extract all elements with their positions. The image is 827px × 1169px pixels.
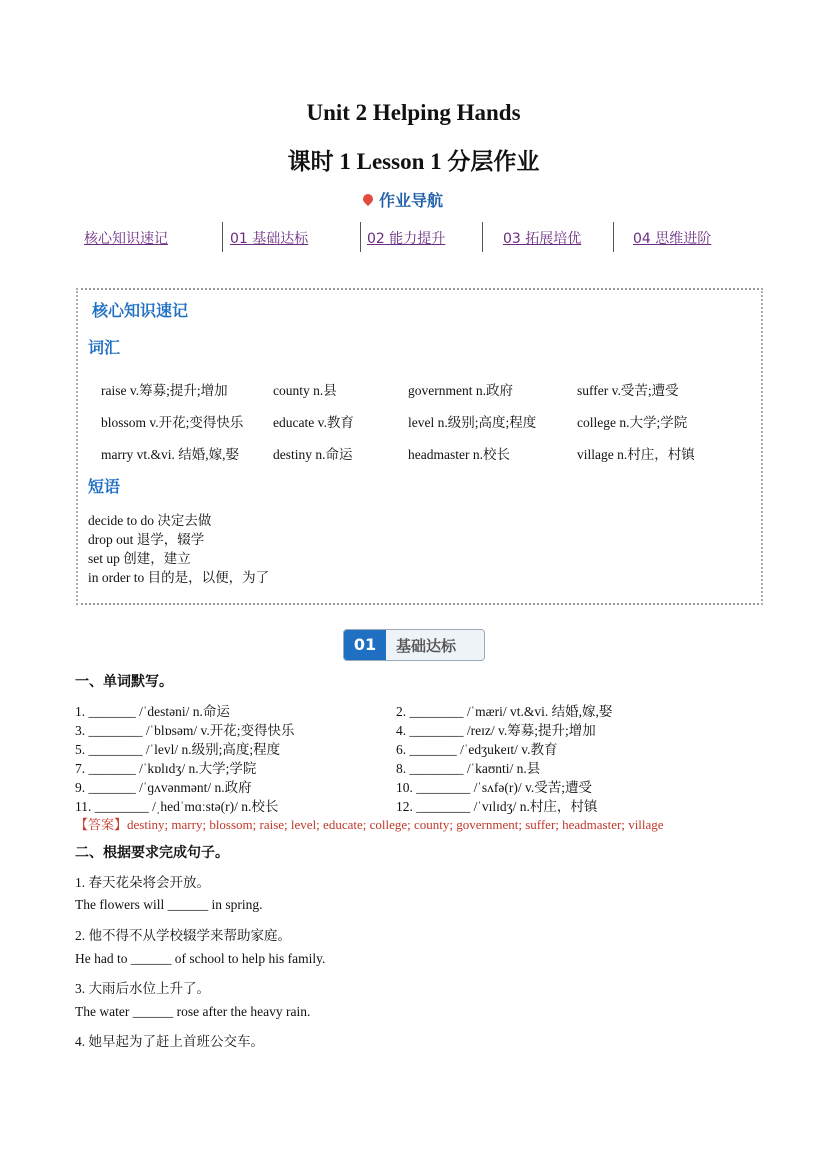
- sentence-line: 1. 春天花朵将会开放。: [75, 875, 210, 890]
- vocab-item: county n.县: [273, 383, 337, 398]
- nav-item-03[interactable]: 03 拓展培优: [503, 231, 582, 247]
- dictation-item: 6. _______ /ˈedʒukeɪt/ v.教育: [396, 742, 558, 757]
- dictation-item: 1. _______ /ˈdestəni/ n.命运: [75, 704, 230, 719]
- nav-divider: [222, 222, 223, 252]
- vocab-item: raise v.筹募;提升;增加: [101, 383, 228, 398]
- page-title: Unit 2 Helping Hands: [306, 100, 521, 125]
- sentence-line: He had to ______ of school to help his family.: [75, 951, 326, 966]
- vocab-title: 词汇: [88, 338, 121, 357]
- vocab-item: blossom v.开花;变得快乐: [101, 415, 244, 430]
- sentence-line: The water ______ rose after the heavy rain.: [75, 1004, 311, 1019]
- vocab-item: government n.政府: [408, 383, 513, 398]
- nav-item-02[interactable]: 02 能力提升: [367, 231, 446, 247]
- sentence-line: The flowers will ______ in spring.: [75, 897, 263, 912]
- section-number: 01: [344, 630, 386, 660]
- page-subtitle: 课时 1 Lesson 1 分层作业: [287, 149, 540, 174]
- sentence-line: 4. 她早起为了赶上首班公交车。: [75, 1034, 264, 1049]
- sentence-line: 3. 大雨后水位上升了。: [75, 981, 210, 996]
- location-pin-icon: [361, 192, 375, 206]
- dictation-item: 12. ________ /ˈvɪlɪdʒ/ n.村庄，村镇: [396, 799, 598, 814]
- phrase-title: 短语: [88, 477, 121, 496]
- sentence-line: 2. 他不得不从学校辍学来帮助家庭。: [75, 928, 291, 943]
- part2-title: 二、根据要求完成句子。: [75, 845, 229, 861]
- dictation-item: 5. ________ /ˈlevl/ n.级别;高度;程度: [75, 742, 281, 757]
- dictation-item: 7. _______ /ˈkɒlɪdʒ/ n.大学;学院: [75, 761, 257, 776]
- phrase-item: in order to 目的是，以便，为了: [88, 570, 270, 585]
- dictation-item: 11. ________ /ˌhedˈmɑːstə(r)/ n.校长: [75, 799, 279, 814]
- vocab-item: suffer v.受苦;遭受: [577, 383, 679, 398]
- dictation-item: 4. ________ /reɪz/ v.筹募;提升;增加: [396, 723, 596, 738]
- nav-item-04[interactable]: 04 思维进阶: [633, 231, 712, 247]
- vocab-item: marry vt.&vi. 结婚,嫁,娶: [101, 447, 239, 462]
- nav-heading: [363, 188, 443, 211]
- vocab-item: destiny n.命运: [273, 447, 353, 462]
- nav-divider: [360, 222, 361, 252]
- part1-title: 一、单词默写。: [75, 674, 173, 690]
- dictation-item: 3. ________ /ˈblɒsəm/ v.开花;变得快乐: [75, 723, 295, 738]
- nav-heading-text: 作业导航: [379, 191, 444, 210]
- nav-divider: [613, 222, 614, 252]
- phrase-item: drop out 退学，辍学: [88, 532, 205, 547]
- vocab-item: village n.村庄，村镇: [577, 447, 695, 462]
- vocab-item: educate v.教育: [273, 415, 354, 430]
- nav-item-core[interactable]: 核心知识速记: [84, 231, 168, 247]
- phrase-item: set up 创建，建立: [88, 551, 191, 566]
- answer-key: 【答案】destiny; marry; blossom; raise; level; educate; college; county; government; suffer; headmaster; village: [75, 817, 664, 832]
- nav-item-01[interactable]: 01 基础达标: [230, 231, 309, 247]
- phrase-item: decide to do 决定去做: [88, 513, 212, 528]
- dictation-item: 10. ________ /ˈsʌfə(r)/ v.受苦;遭受: [396, 780, 592, 795]
- section-label: 基础达标: [396, 637, 457, 655]
- dictation-item: 9. _______ /ˈɡʌvənmənt/ n.政府: [75, 780, 252, 795]
- vocab-item: headmaster n.校长: [408, 447, 510, 462]
- core-knowledge-tag: 核心知识速记: [92, 301, 189, 320]
- dictation-item: 8. ________ /ˈkaʊnti/ n.县: [396, 761, 541, 776]
- nav-divider: [482, 222, 483, 252]
- vocab-item: college n.大学;学院: [577, 415, 688, 430]
- homework-nav: [70, 222, 760, 252]
- vocab-item: level n.级别;高度;程度: [408, 415, 537, 430]
- dictation-item: 2. ________ /ˈmæri/ vt.&vi. 结婚,嫁,娶: [396, 704, 613, 719]
- section-badge: [343, 629, 485, 661]
